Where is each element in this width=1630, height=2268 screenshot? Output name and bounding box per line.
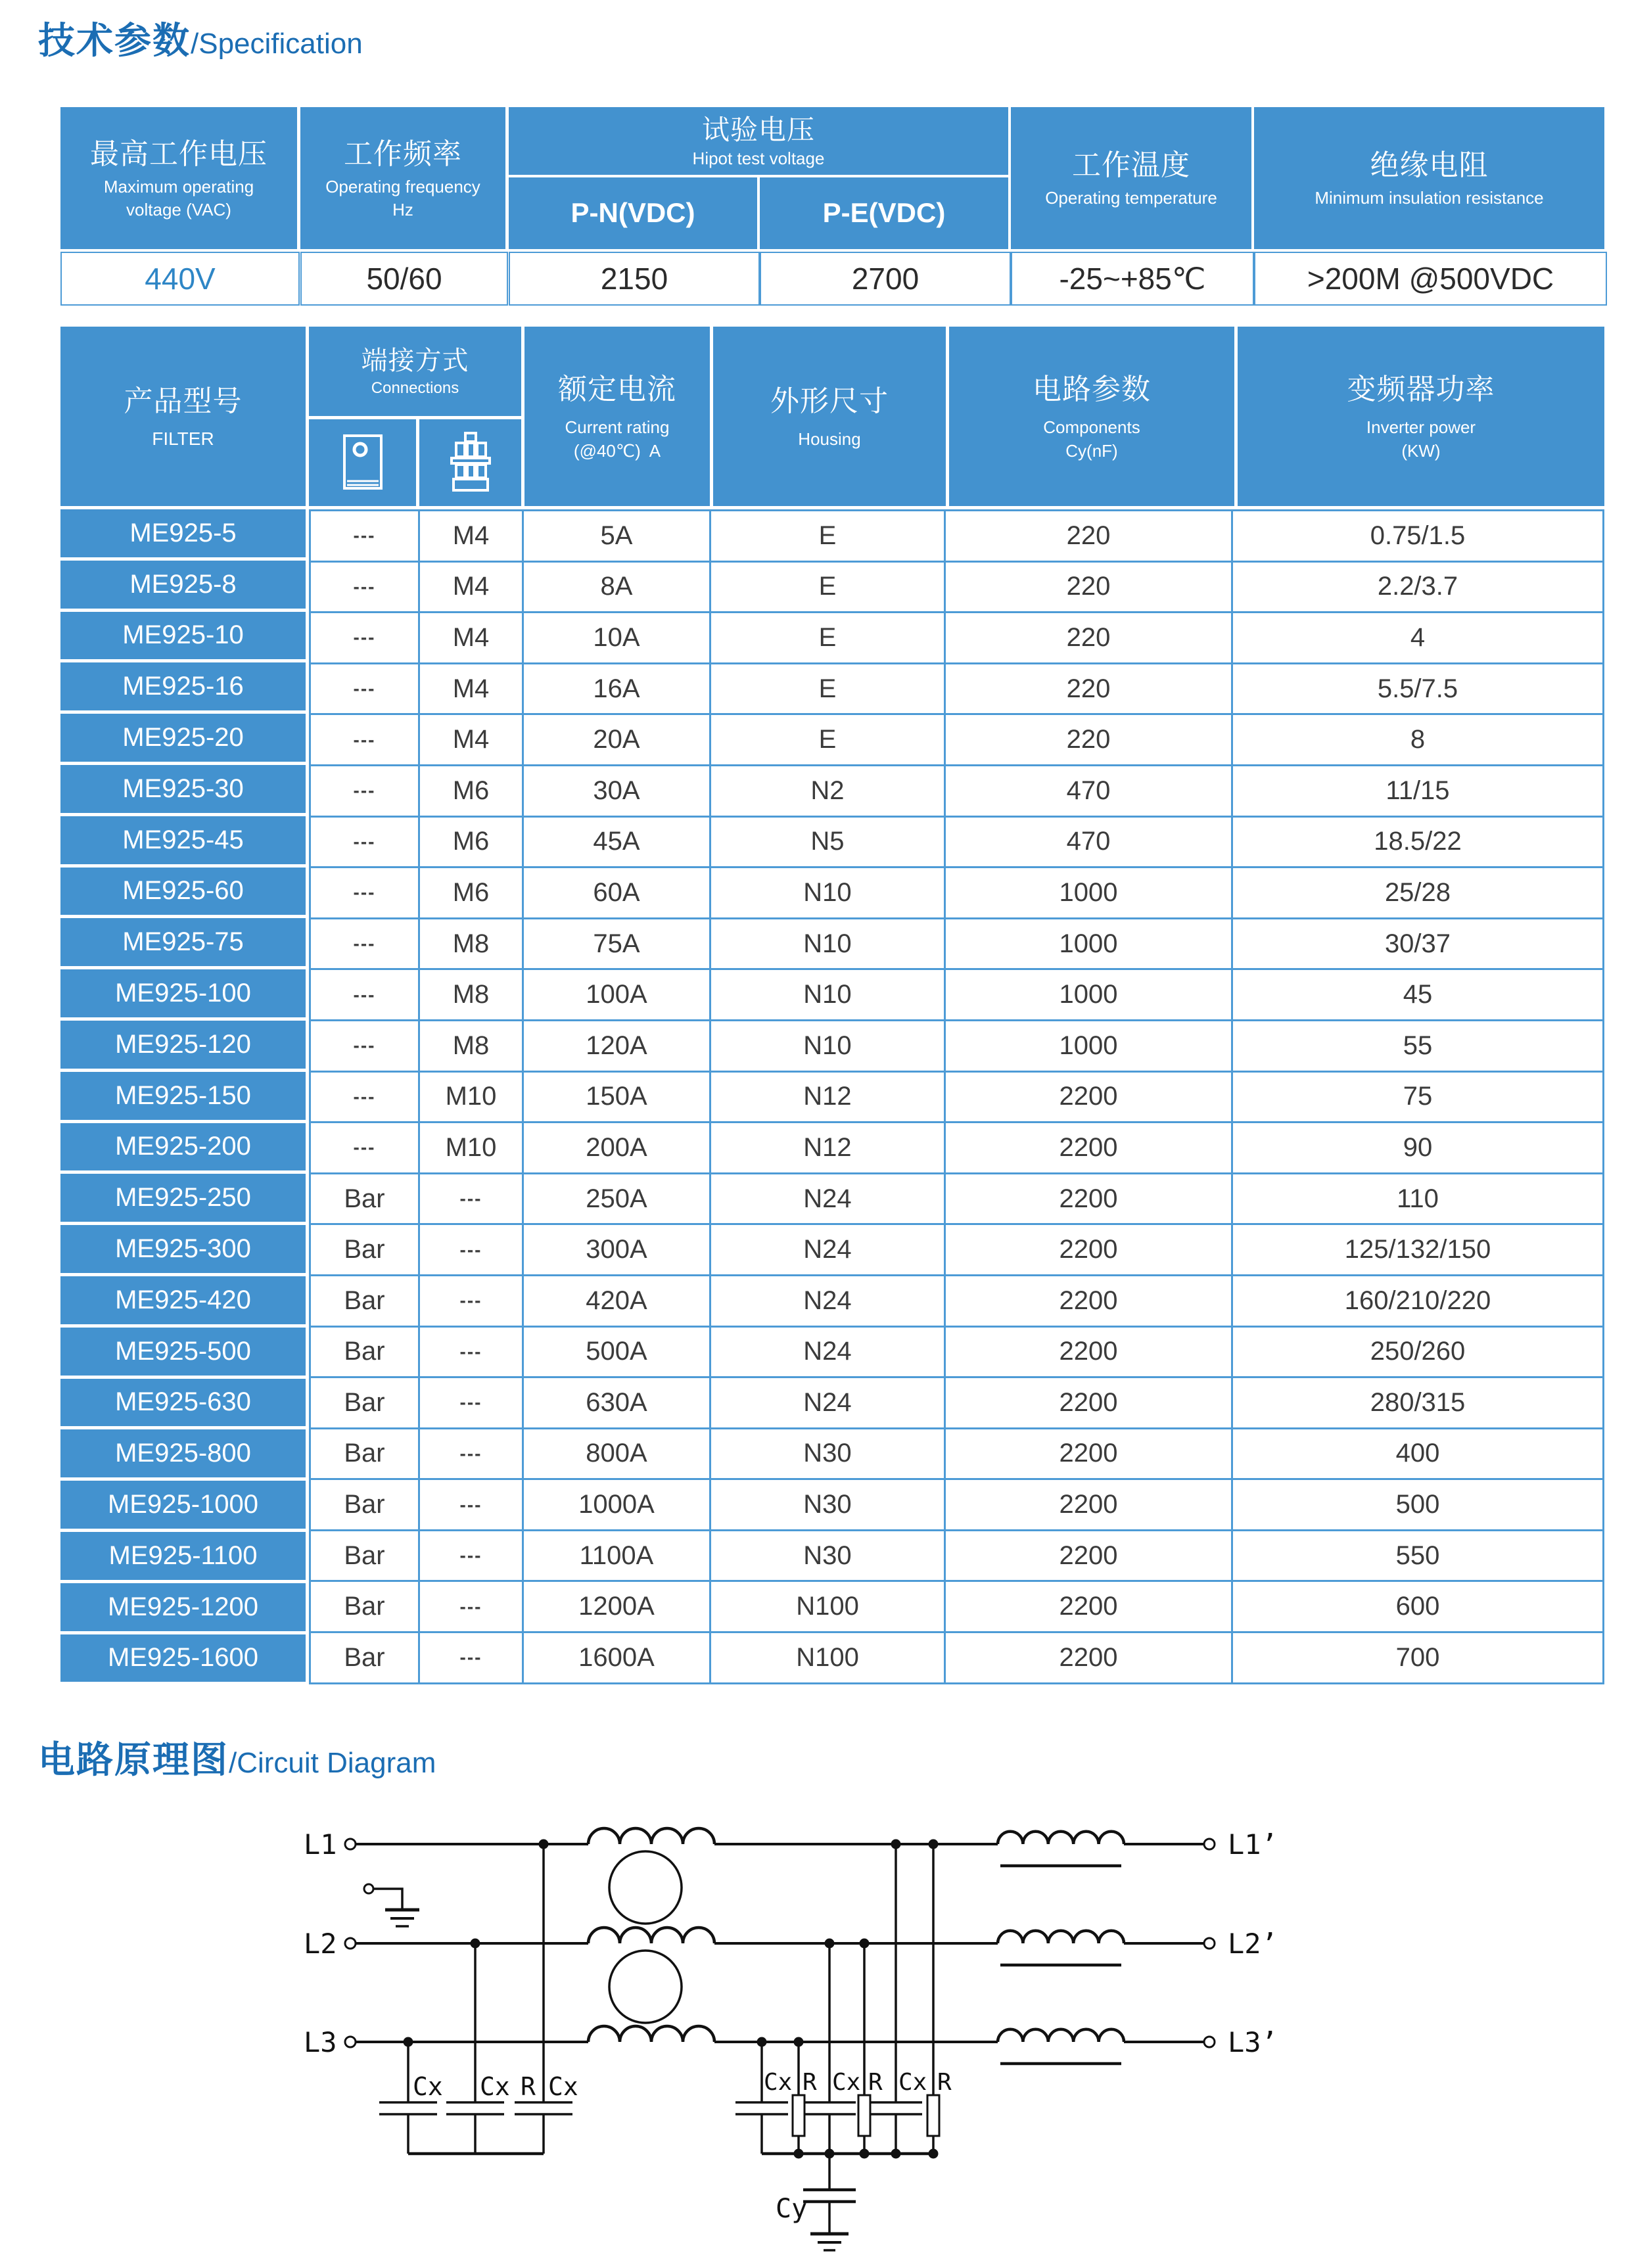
output-label-l1: L1’ [1228,1828,1278,1861]
cell-housing: N10 [711,1021,944,1071]
spec-table [60,107,1604,303]
cell-inverter-power: 700 [1233,1633,1602,1682]
components-unit: Cy(nF) [1065,441,1118,461]
output-label-l3: L3’ [1228,2026,1278,2058]
cell-connection-bar: --- [311,1073,418,1122]
cell-current: 8A [524,563,709,612]
frequency-unit: Hz [392,199,413,220]
cell-housing: N30 [711,1531,944,1581]
spec-value-frequency: 50/60 [300,252,508,306]
product-model-cell: ME925-1100 [60,1532,306,1580]
cell-components-cy: 2200 [946,1531,1231,1581]
product-model-cell: ME925-200 [60,1123,306,1171]
product-model-cell: ME925-20 [60,714,306,762]
cell-connection-screw: --- [420,1276,522,1326]
spec-header-max-voltage [60,107,297,249]
spec-header-pn [509,177,757,249]
cx-label-3: Cx [548,2072,578,2101]
temperature-zh: 工作温度 [1072,149,1190,182]
cell-inverter-power: 90 [1233,1123,1602,1172]
product-zh: 产品型号 [124,384,243,417]
cell-connection-screw: --- [420,1480,522,1529]
cell-components-cy: 1000 [946,1021,1231,1071]
cell-connection-screw: --- [420,1225,522,1274]
mid-cx-label-2: Cx [832,2069,861,2096]
spec-value-voltage: 440V [60,252,300,306]
cell-current: 30A [524,766,709,816]
cell-components-cy: 2200 [946,1123,1231,1172]
product-model-cell: ME925-100 [60,969,306,1017]
components-zh: 电路参数 [1033,373,1151,405]
cy-label: Cy [776,2194,808,2224]
cell-connection-screw: M4 [420,664,522,714]
cell-connection-screw: --- [420,1378,522,1427]
cell-components-cy: 2200 [946,1633,1231,1682]
product-en: FILTER [152,428,214,449]
spec-header-insulation [1254,107,1604,249]
cell-components-cy: 220 [946,613,1231,662]
mid-junction-dots [757,1840,939,2159]
cell-connection-bar: --- [311,818,418,867]
cell-components-cy: 2200 [946,1073,1231,1122]
cell-inverter-power: 125/132/150 [1233,1225,1602,1274]
mid-r-label-2: R [868,2069,883,2096]
product-model-cell: ME925-30 [60,765,306,813]
product-model-cell: ME925-500 [60,1328,306,1376]
cell-connection-bar: Bar [311,1429,418,1479]
pn-label: P-N(VDC) [570,197,695,229]
product-model-cell: ME925-800 [60,1429,306,1477]
current-unit: (@40℃) A [573,441,661,461]
cell-current: 20A [524,715,709,764]
spec-header-hipot [509,107,1008,175]
phase-lines [355,1844,1204,2042]
product-model-cell: ME925-300 [60,1225,306,1273]
data-grid [309,509,1604,1684]
cell-connection-screw: M8 [420,970,522,1019]
cell-connection-screw: M10 [420,1073,522,1122]
spec-value-temperature: -25~+85℃ [1011,252,1254,306]
inverter-en: Inverter power [1366,417,1476,437]
spec-value-pn: 2150 [509,252,760,306]
mid-r-label-1: R [803,2069,817,2096]
col-header-housing [713,327,946,506]
cell-connection-screw: M4 [420,613,522,662]
max-voltage-en2: voltage (VAC) [126,199,231,220]
product-model-cell: ME925-120 [60,1021,306,1069]
cell-connection-screw: --- [420,1174,522,1224]
cell-housing: N100 [711,1582,944,1631]
cell-components-cy: 2200 [946,1480,1231,1529]
current-zh: 额定电流 [558,373,676,405]
output-label-l2: L2’ [1228,1928,1278,1960]
cell-current: 60A [524,868,709,917]
product-model-cell: ME925-45 [60,816,306,864]
col-header-components [949,327,1234,506]
temperature-en: Operating temperature [1045,188,1217,208]
cell-current: 100A [524,970,709,1019]
cell-components-cy: 1000 [946,919,1231,969]
cell-connection-screw: --- [420,1429,522,1479]
cell-housing: N12 [711,1123,944,1172]
cell-inverter-power: 5.5/7.5 [1233,664,1602,714]
cell-connection-bar: Bar [311,1480,418,1529]
cell-inverter-power: 25/28 [1233,868,1602,917]
components-en: Components [1043,417,1140,437]
cell-connection-bar: Bar [311,1328,418,1377]
cy-capacitor [803,2154,856,2250]
cell-components-cy: 2200 [946,1225,1231,1274]
cell-inverter-power: 45 [1233,970,1602,1019]
common-mode-choke-windings [588,1828,714,2042]
cell-inverter-power: 75 [1233,1073,1602,1122]
spec-header-temperature [1011,107,1251,249]
input-label-l1: L1 [304,1828,337,1861]
cell-current: 1100A [524,1531,709,1581]
cell-housing: N24 [711,1378,944,1427]
cell-current: 75A [524,919,709,969]
cell-connection-bar: --- [311,1123,418,1172]
mid-cx-label-3: Cx [898,2069,927,2096]
cell-connection-screw: --- [420,1328,522,1377]
cell-housing: N10 [711,970,944,1019]
cell-connection-bar: --- [311,511,418,561]
cell-connection-bar: Bar [311,1633,418,1682]
spec-value-insulation: >200M @500VDC [1254,252,1607,306]
output-inductors [998,1832,1124,2064]
cell-connection-screw: M10 [420,1123,522,1172]
cell-inverter-power: 2.2/3.7 [1233,563,1602,612]
cell-current: 300A [524,1225,709,1274]
circuit-section-title [38,1731,436,1784]
connection-subcol-bar [309,419,416,506]
cell-housing: N100 [711,1633,944,1682]
cell-current: 10A [524,613,709,662]
cell-current: 45A [524,818,709,867]
cell-connection-bar: Bar [311,1174,418,1224]
cell-components-cy: 2200 [946,1276,1231,1326]
cell-components-cy: 2200 [946,1429,1231,1479]
cell-current: 200A [524,1123,709,1172]
product-model-cell: ME925-1600 [60,1634,306,1682]
bar-connection-icon [340,432,386,493]
cell-connection-screw: --- [420,1531,522,1581]
cell-components-cy: 2200 [946,1378,1231,1427]
product-model-cell: ME925-8 [60,561,306,609]
cell-current: 500A [524,1328,709,1377]
cell-components-cy: 1000 [946,970,1231,1019]
cell-components-cy: 470 [946,766,1231,816]
product-model-cell: ME925-630 [60,1379,306,1427]
cell-inverter-power: 8 [1233,715,1602,764]
product-model-cell: ME925-420 [60,1276,306,1324]
cell-components-cy: 1000 [946,868,1231,917]
col-header-connections [309,327,521,416]
cell-inverter-power: 500 [1233,1480,1602,1529]
cell-components-cy: 220 [946,715,1231,764]
cell-current: 1600A [524,1633,709,1682]
cell-connection-bar: --- [311,1021,418,1071]
cell-components-cy: 2200 [946,1582,1231,1631]
cell-inverter-power: 11/15 [1233,766,1602,816]
cell-connection-bar: --- [311,664,418,714]
cell-connection-bar: Bar [311,1276,418,1326]
cell-inverter-power: 250/260 [1233,1328,1602,1377]
cell-housing: E [711,511,944,561]
cell-connection-screw: M4 [420,563,522,612]
cell-housing: N24 [711,1225,944,1274]
cell-current: 1200A [524,1582,709,1631]
product-model-cell: ME925-75 [60,918,306,966]
cell-housing: N24 [711,1328,944,1377]
product-column [60,509,306,1682]
max-voltage-zh: 最高工作电压 [90,138,268,170]
cell-current: 250A [524,1174,709,1224]
screw-terminal-icon [450,432,491,494]
cell-components-cy: 220 [946,511,1231,561]
cell-housing: N30 [711,1429,944,1479]
cell-inverter-power: 0.75/1.5 [1233,511,1602,561]
cell-inverter-power: 55 [1233,1021,1602,1071]
cell-connection-bar: --- [311,919,418,969]
cell-connection-screw: --- [420,1582,522,1631]
product-model-cell: ME925-1200 [60,1583,306,1631]
cx-label-1: Cx [413,2072,443,2101]
cell-inverter-power: 280/315 [1233,1378,1602,1427]
input-ground-symbol [364,1884,419,1926]
product-model-cell: ME925-150 [60,1072,306,1120]
cell-housing: N12 [711,1073,944,1122]
cell-connection-bar: Bar [311,1582,418,1631]
cell-housing: E [711,715,944,764]
product-model-cell: ME925-1000 [60,1481,306,1529]
mid-r-label-3: R [937,2069,952,2096]
connections-en: Connections [371,379,459,397]
cell-inverter-power: 30/37 [1233,919,1602,969]
connections-zh: 端接方式 [361,346,469,375]
hipot-en: Hipot test voltage [692,148,825,168]
model-table [60,327,1604,1684]
cell-housing: N10 [711,868,944,917]
cell-current: 120A [524,1021,709,1071]
spec-title-zh: 技术参数 [38,20,191,61]
spec-value-pe: 2700 [760,252,1011,306]
spec-section-title [38,12,363,64]
cell-current: 420A [524,1276,709,1326]
cell-housing: E [711,664,944,714]
cell-components-cy: 470 [946,818,1231,867]
cell-connection-screw: M8 [420,919,522,969]
input-cx-bank [379,1844,572,2154]
product-model-cell: ME925-10 [60,612,306,660]
cell-components-cy: 2200 [946,1174,1231,1224]
cell-housing: E [711,613,944,662]
circuit-diagram [276,1802,1301,2266]
cell-inverter-power: 18.5/22 [1233,818,1602,867]
cell-components-cy: 220 [946,563,1231,612]
input-label-l2: L2 [304,1928,337,1960]
cell-housing: E [711,563,944,612]
spec-title-en: /Specification [191,28,363,60]
cell-inverter-power: 160/210/220 [1233,1276,1602,1326]
r-label-1: R [521,2072,536,2101]
cell-connection-bar: --- [311,766,418,816]
cell-current: 5A [524,511,709,561]
spec-header-frequency [300,107,505,249]
cell-connection-bar: --- [311,563,418,612]
cell-current: 1000A [524,1480,709,1529]
cell-current: 630A [524,1378,709,1427]
spec-header-pe [760,177,1008,249]
connection-subcol-screw [419,419,521,506]
cell-connection-bar: --- [311,868,418,917]
cell-connection-screw: M6 [420,818,522,867]
cell-housing: N24 [711,1276,944,1326]
pe-label: P-E(VDC) [822,197,946,229]
cell-inverter-power: 400 [1233,1429,1602,1479]
cell-current: 800A [524,1429,709,1479]
insulation-zh: 绝缘电阻 [1370,149,1489,182]
product-model-cell: ME925-16 [60,662,306,710]
input-label-l3: L3 [304,2026,337,2058]
cell-connection-screw: M4 [420,715,522,764]
cell-current: 16A [524,664,709,714]
cell-connection-screw: M6 [420,868,522,917]
cell-components-cy: 220 [946,664,1231,714]
col-header-inverter [1238,327,1604,506]
mid-cx-r-bank [735,1844,939,2154]
cell-housing: N24 [711,1174,944,1224]
insulation-en: Minimum insulation resistance [1315,188,1544,208]
cell-connection-bar: --- [311,715,418,764]
cell-housing: N10 [711,919,944,969]
cell-housing: N5 [711,818,944,867]
cell-connection-bar: --- [311,970,418,1019]
cx-label-2: Cx [480,2072,510,2101]
cell-connection-bar: Bar [311,1378,418,1427]
col-header-product [60,327,306,506]
frequency-zh: 工作频率 [344,138,462,170]
cell-housing: N30 [711,1480,944,1529]
hipot-zh: 试验电压 [701,114,815,145]
cell-inverter-power: 600 [1233,1582,1602,1631]
cell-connection-screw: M8 [420,1021,522,1071]
product-model-cell: ME925-5 [60,509,306,557]
inverter-zh: 变频器功率 [1347,373,1495,405]
cell-inverter-power: 110 [1233,1174,1602,1224]
cell-connection-bar: Bar [311,1531,418,1581]
product-model-cell: ME925-250 [60,1174,306,1222]
circuit-title-en: /Circuit Diagram [229,1747,436,1779]
col-header-current [524,327,710,506]
cell-connection-screw: M4 [420,511,522,561]
cell-inverter-power: 4 [1233,613,1602,662]
cell-connection-screw: --- [420,1633,522,1682]
product-model-cell: ME925-60 [60,868,306,915]
max-voltage-en1: Maximum operating [103,177,254,197]
housing-zh: 外形尺寸 [770,384,889,417]
cell-connection-bar: Bar [311,1225,418,1274]
circuit-title-zh: 电路原理图 [38,1739,229,1780]
inverter-unit: (KW) [1401,441,1441,461]
cell-components-cy: 2200 [946,1328,1231,1377]
cell-connection-screw: M6 [420,766,522,816]
housing-en: Housing [798,428,861,449]
cell-housing: N2 [711,766,944,816]
frequency-en: Operating frequency [325,177,480,197]
cell-current: 150A [524,1073,709,1122]
cell-inverter-power: 550 [1233,1531,1602,1581]
current-en: Current rating [565,417,670,437]
cell-connection-bar: --- [311,613,418,662]
mid-cx-label-1: Cx [764,2069,793,2096]
